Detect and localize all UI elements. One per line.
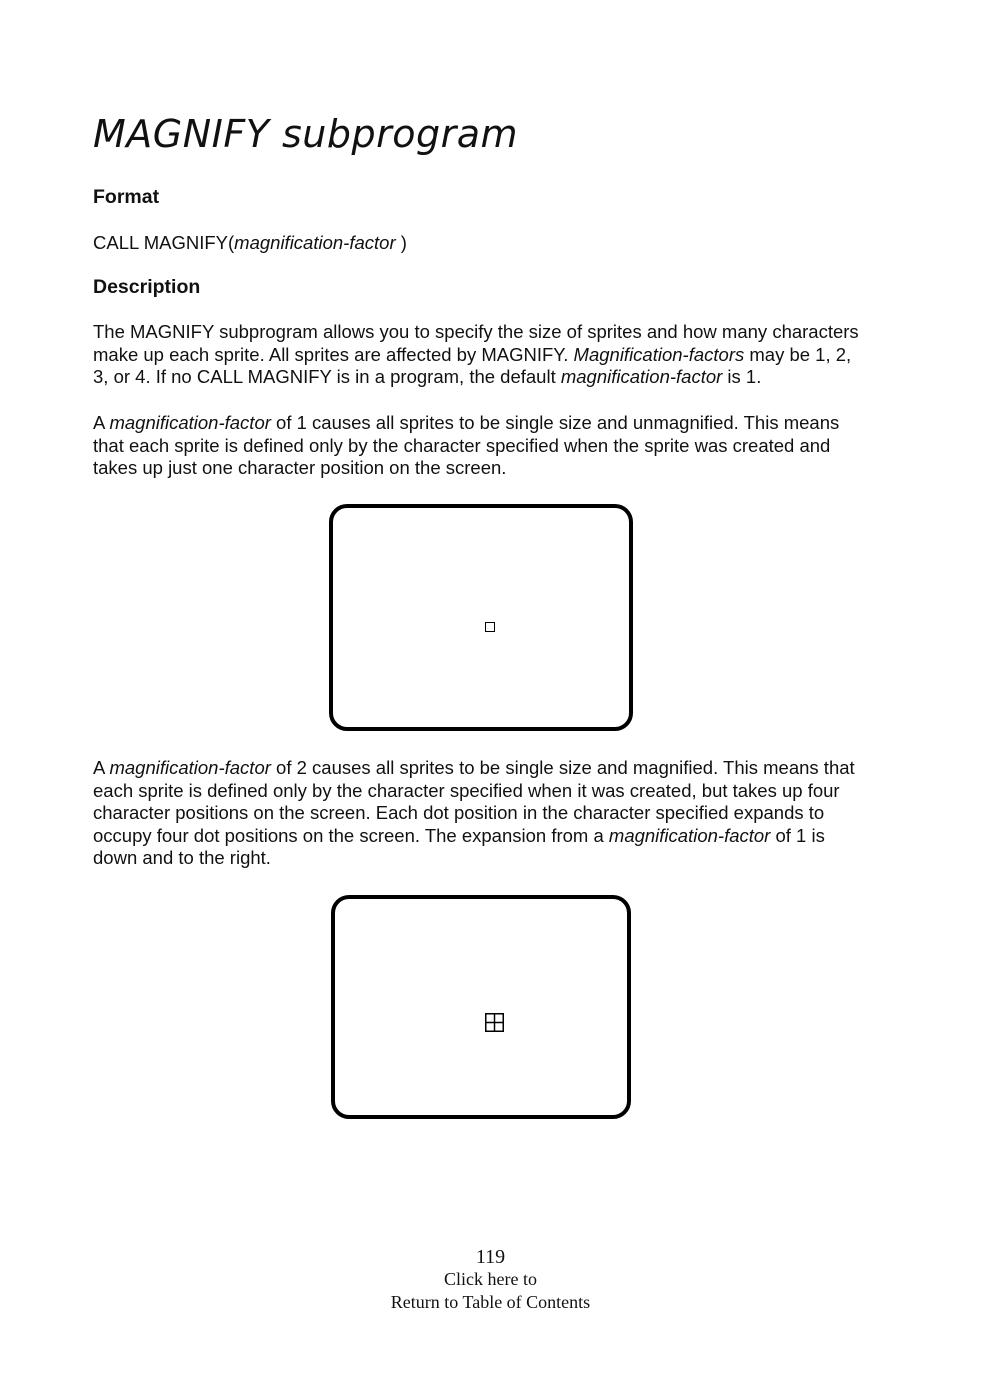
format-heading: Format bbox=[93, 186, 160, 208]
description-heading: Description bbox=[93, 276, 201, 298]
text-run: 3, or 4. If no CALL MAGNIFY is in a program, the default bbox=[93, 366, 561, 387]
text-run: of 1 causes all sprites to be single size and unmagnified. This means bbox=[270, 412, 840, 433]
paragraph-line bbox=[93, 825, 893, 848]
text-run: A bbox=[93, 757, 110, 778]
paragraph-line: takes up just one character position on the screen. bbox=[93, 457, 507, 478]
description-paragraph-1 bbox=[93, 321, 893, 389]
toc-link-line-2[interactable]: Return to Table of Contents bbox=[390, 1292, 591, 1312]
page-title: MAGNIFY subprogram bbox=[93, 112, 519, 156]
italic-term: magnification-factor bbox=[608, 824, 771, 846]
paragraph-line bbox=[93, 412, 893, 435]
page-number: 119 bbox=[475, 1246, 506, 1268]
description-paragraph-2 bbox=[93, 412, 893, 480]
call-prefix: CALL MAGNIFY( bbox=[93, 232, 235, 253]
screen-figure-magnify-1 bbox=[329, 504, 633, 731]
paragraph-line bbox=[93, 757, 893, 780]
italic-term: magnification-factor bbox=[109, 757, 271, 778]
text-run: is 1. bbox=[722, 366, 762, 387]
italic-term: magnification-factor bbox=[109, 412, 271, 433]
paragraph-line: that each sprite is defined only by the character specified when the sprite was created and bbox=[93, 434, 831, 456]
paragraph-line: each sprite is defined only by the character specified when it was created, but takes up four bbox=[93, 779, 840, 801]
text-run: of 1 is bbox=[770, 824, 825, 846]
italic-term: magnification-factor bbox=[560, 366, 723, 387]
text-run: of 2 causes all sprites to be single size and magnified. This means that bbox=[270, 757, 855, 778]
text-run: occupy four dot positions on the screen. The expansion from a bbox=[93, 824, 609, 846]
quartered-square-icon bbox=[485, 1013, 504, 1032]
toc-link-line-1[interactable]: Click here to bbox=[444, 1269, 537, 1289]
call-syntax bbox=[93, 231, 407, 255]
text-run: make up each sprite. All sprites are affected by MAGNIFY. bbox=[93, 343, 574, 365]
single-square-icon bbox=[485, 622, 495, 632]
screen-figure-magnify-2 bbox=[331, 895, 631, 1119]
italic-term: Magnification-factors bbox=[573, 343, 745, 365]
paragraph-line: character positions on the screen. Each dot position in the character specified expands to bbox=[93, 802, 825, 823]
text-run: A bbox=[93, 412, 110, 433]
call-argument: magnification-factor bbox=[234, 232, 396, 253]
paragraph-line: The MAGNIFY subprogram allows you to specify the size of sprites and how many characters bbox=[93, 321, 859, 342]
description-paragraph-3 bbox=[93, 757, 893, 870]
paragraph-line bbox=[93, 366, 893, 389]
text-run: may be 1, 2, bbox=[744, 343, 852, 365]
paragraph-line: down and to the right. bbox=[93, 847, 271, 868]
call-suffix: ) bbox=[395, 232, 407, 253]
paragraph-line bbox=[93, 344, 893, 367]
